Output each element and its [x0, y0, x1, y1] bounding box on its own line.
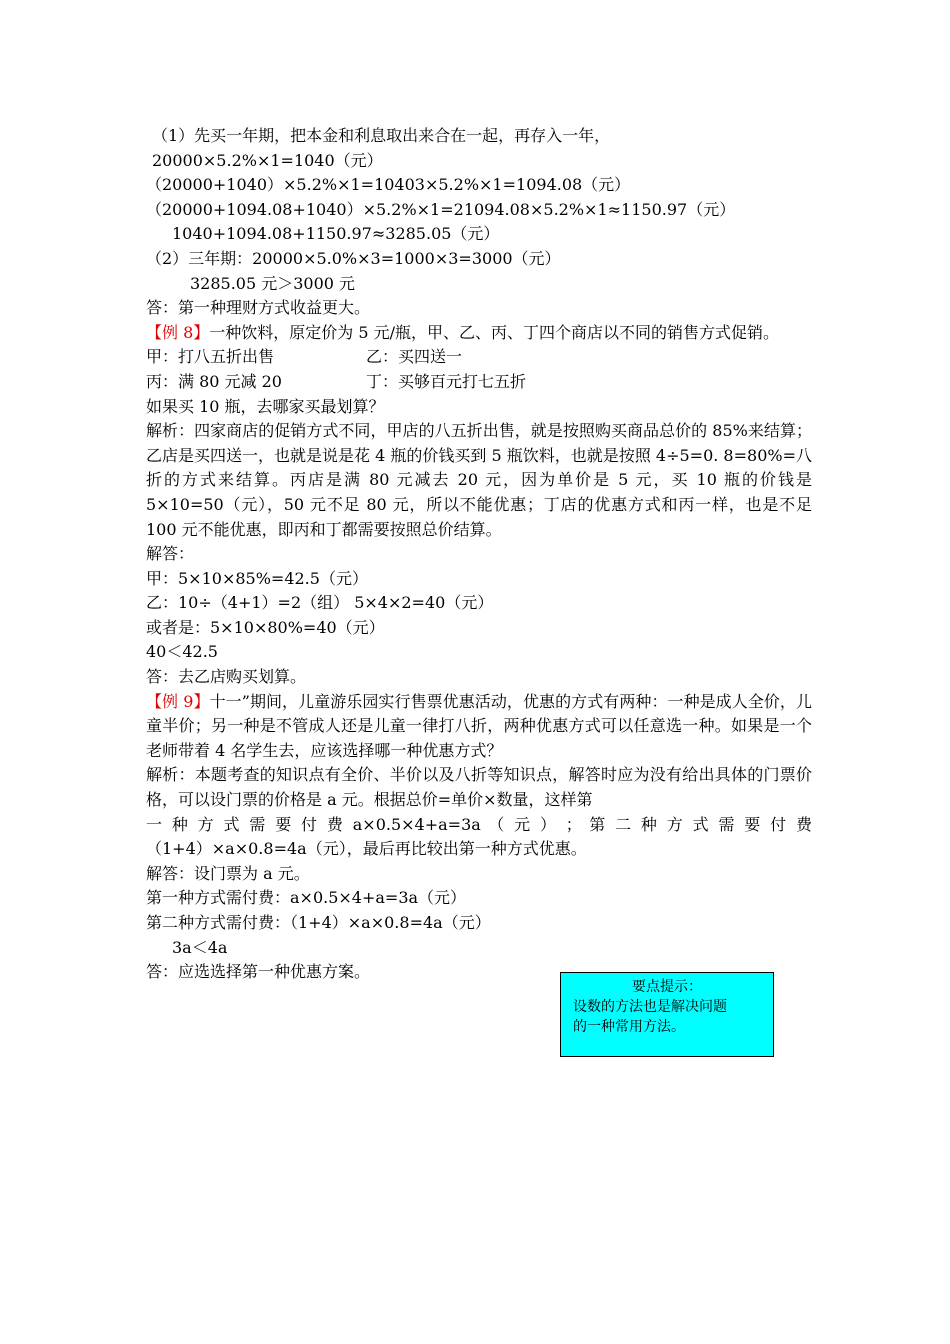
option-row: [146, 370, 812, 395]
text-line: 3285.05 元＞3000 元: [190, 273, 356, 293]
option-bing: 丙：满 80 元减 20: [146, 371, 282, 391]
example-tag: 【例 9】: [146, 691, 210, 711]
example-8-question: [146, 321, 812, 346]
answer-line: 答：第一种理财方式收益更大。: [146, 298, 371, 318]
answer-line: 3a＜4a: [172, 937, 228, 957]
text-line: （1）先买一年期，把本金和利息取出来合在一起，再存入一年，: [152, 126, 611, 145]
question-ask: 如果买 10 瓶，去哪家买最划算？: [146, 396, 385, 416]
answer-label: 解答：: [146, 544, 195, 564]
option-ding: 丁：买够百元打七五折: [366, 371, 527, 391]
answer-line: 答：应选选择第一种优惠方案。: [146, 962, 371, 982]
answer-line: 解答：设门票为 a 元。: [146, 863, 310, 883]
option-jia: 甲：打八五折出售: [146, 347, 275, 367]
text-line: 1040+1094.08+1150.97≈3285.05（元）: [172, 224, 500, 244]
analysis-paragraph: 解析：四家商店的促销方式不同，甲店的八五折出售，就是按照购买商品总价的 85%来结算；乙店是买四送一，也就是说是花 4 瓶的价钱买到 5 瓶饮料，也就是按照 4÷5=0. 8=80%=八折的方式来结算。丙店是满 80 元减去 20 元，因为单价是 5 元，买 10 瓶的价钱是 5×10=50（元），50 元不足 80 元，所以不能优惠；丁店的优惠方式和丙一样，也是不足 100 元不能优惠，即丙和丁都需要按照总价结算。: [146, 421, 812, 539]
answer-line: 或者是：5×10×80%=40（元）: [146, 617, 385, 637]
answer-line: 甲：5×10×85%=42.5（元）: [146, 568, 368, 588]
text-line: 20000×5.2%×1=1040（元）: [152, 150, 383, 170]
analysis-line: 一 种 方 式 需 要 付 费 a×0.5×4+a=3a （ 元 ） ； 第 二 种 方 式 需 要 付 费: [146, 814, 812, 834]
example-9-question: [146, 690, 812, 764]
text-line: （20000+1094.08+1040）×5.2%×1=21094.08×5.2%×1≈1150.97（元）: [146, 199, 736, 219]
text-line: （20000+1040）×5.2%×1=10403×5.2%×1=1094.08（元）: [146, 175, 631, 195]
question-text: 十一”期间，儿童游乐园实行售票优惠活动，优惠的方式有两种：一种是成人全价，儿童半价；另一种是不管成人还是儿童一律打八折，两种优惠方式可以任意选一种。如果是一个老师带着 4 名学生去，应该选择哪一种优惠方式？: [146, 691, 812, 760]
key-point-box: [560, 972, 774, 1057]
hint-text: 的一种常用方法。: [573, 1019, 685, 1035]
question-text: 一种饮料，原定价为 5 元/瓶，甲、乙、丙、丁四个商店以不同的销售方式促销。: [209, 322, 780, 342]
answer-line: 40＜42.5: [146, 642, 218, 662]
analysis-line: 解析：本题考查的知识点有全价、半价以及八折等知识点，解答时应为没有给出具体的门票价格，可以设门票的价格是 a 元。根据总价=单价×数量，这样第: [146, 765, 812, 810]
hint-text: 设数的方法也是解决问题: [573, 999, 727, 1015]
option-row: [146, 345, 812, 370]
analysis-line: （1+4）×a×0.8=4a（元），最后再比较出第一种方式优惠。: [146, 839, 587, 859]
answer-line: 第一种方式需付费：a×0.5×4+a=3a（元）: [146, 888, 467, 908]
answer-line: 乙：10÷（4+1）=2（组） 5×4×2=40（元）: [146, 593, 494, 613]
document-page: [146, 124, 812, 985]
answer-line: 答：去乙店购买划算。: [146, 667, 307, 687]
hint-title: 要点提示：: [632, 979, 702, 995]
text-line: （2）三年期：20000×5.0%×3=1000×3=3000（元）: [146, 248, 561, 268]
option-yi: 乙：买四送一: [366, 347, 463, 367]
example-tag: 【例 8】: [146, 322, 210, 342]
answer-line: 第二种方式需付费：（1+4）×a×0.8=4a（元）: [146, 913, 491, 932]
